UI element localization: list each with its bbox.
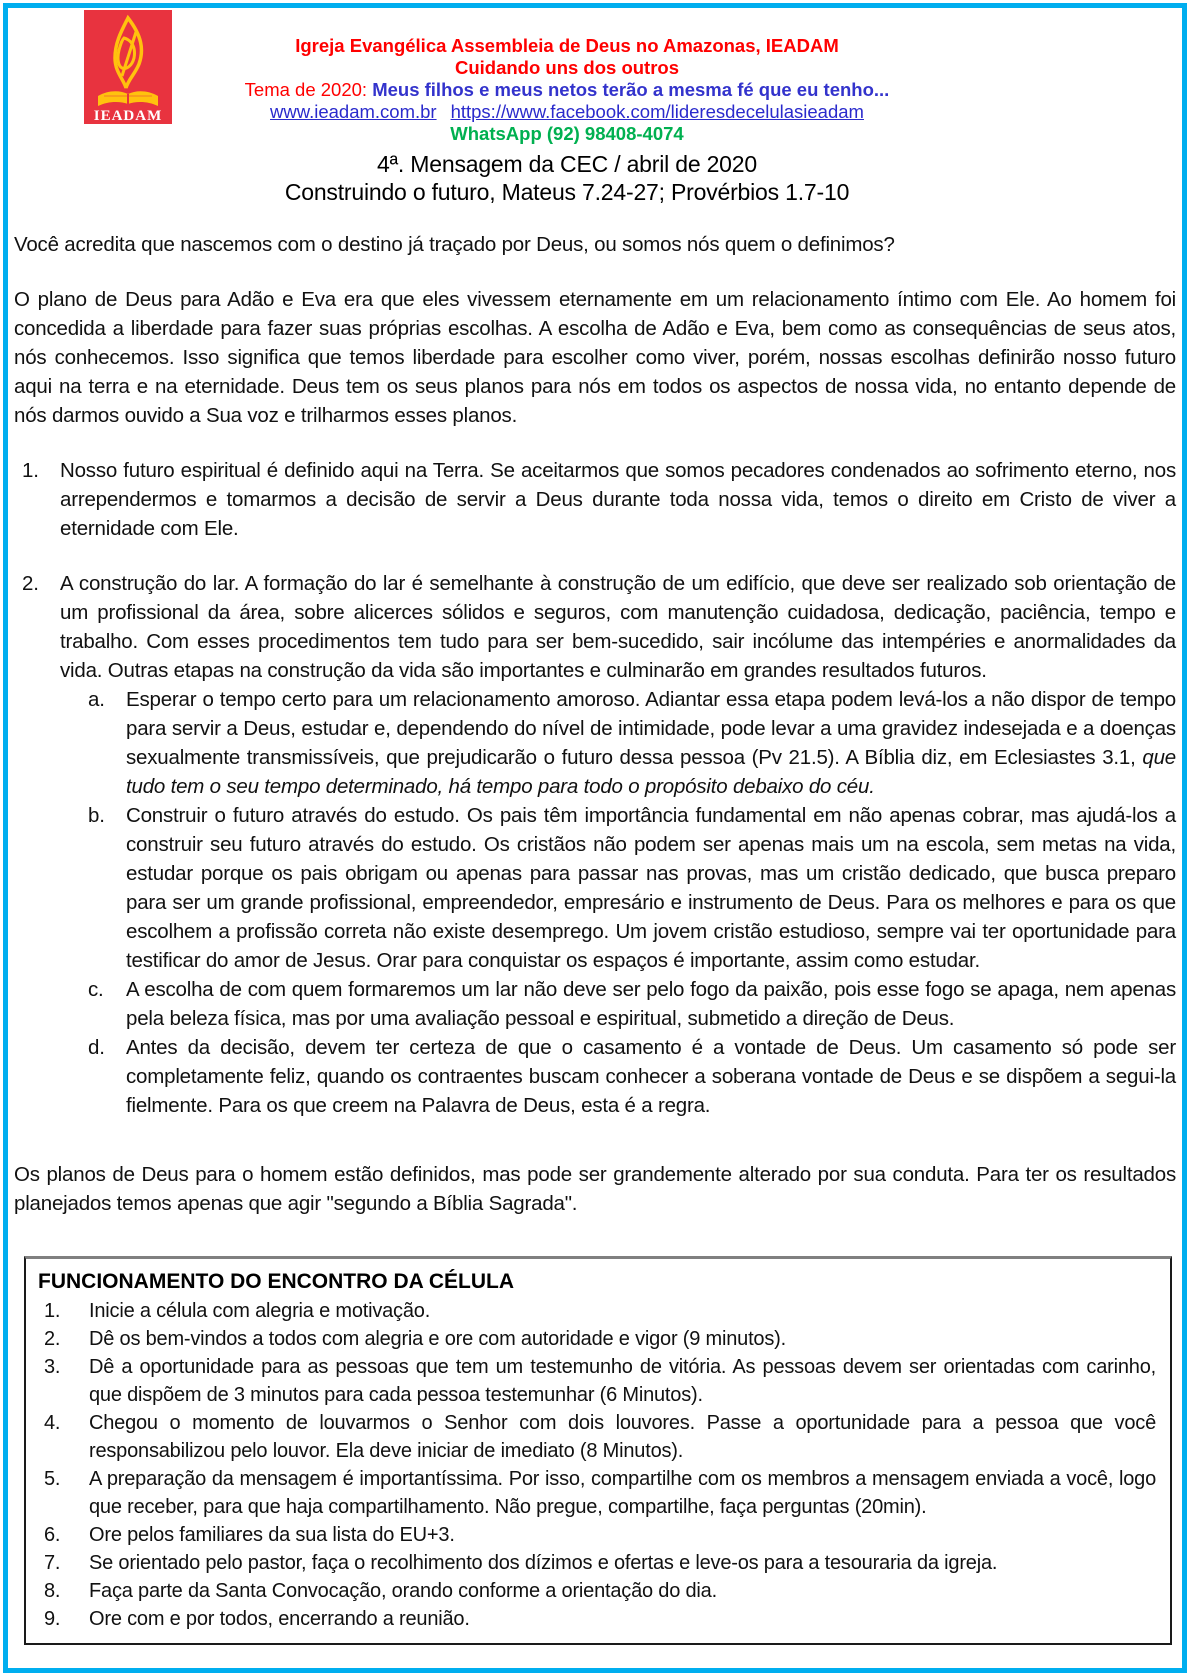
document-body xyxy=(14,230,1176,1645)
item-text: A construção do lar. A formação do lar é semelhante à construção de um edifício, que deve ser realizado sob orientação de um profissional da área, sobre alicerces sólidos e seguros, com manutenção cuidadosa, dedicação, paciência, tempo e trabalho. Com esses procedimentos tem tudo para ser bem-sucedido, sair incólume das intempéries e anormalidades da vida. Outras etapas na construção da vida são importantes e culminarão em grandes resultados futuros. xyxy=(60,572,1176,682)
intro-paragraph: O plano de Deus para Adão e Eva era que eles vivessem eternamente em um relacionamento íntimo com Ele. Ao homem foi concedida a liberdade para fazer suas próprias escolhas. A escolha de Adão e Eva, bem como as consequências de seus atos, nós conhecemos. Isso significa que temos liberdade para escolher como viver, porém, nossas escolhas definirão nosso futuro aqui na terra e na eternidade. Deus tem os seus planos para nós em todos os aspectos de nossa vida, no entanto depende de nós darmos ouvido a Sua voz e trilharmos esses planos. xyxy=(14,288,1176,427)
box-item-number: 8. xyxy=(44,1580,61,1602)
item-number: 2. xyxy=(22,572,39,595)
box-item-9 xyxy=(38,1605,1156,1633)
box-item-8 xyxy=(38,1577,1156,1605)
document-header xyxy=(14,8,1176,206)
message-title: 4ª. Mensagem da CEC / abril de 2020 xyxy=(377,151,757,177)
whatsapp-number: WhatsApp (92) 98408-4074 xyxy=(450,123,684,144)
item-text-normal: Esperar o tempo certo para um relacionamento amoroso. Adiantar essa etapa podem levá-los a não dispor de tempo para servir a Deus, estudar e, dependendo do nível de intimidade, pode levar a uma gravidez indesejada e a doenças sexualmente transmissíveis, que prejudicarão o futuro dessa pessoa (Pv 21.5). A Bíblia diz, em Eclesiastes 3.1, xyxy=(126,688,1176,769)
lettered-item-c xyxy=(82,975,1176,1033)
item-text: Construir o futuro através do estudo. Os pais têm importância fundamental em não apenas cobrar, mas ajudá-los a construir seu futuro através do estudo. Os cristãos não podem ser apenas mais um na escola, sem metas na vida, estudar porque os pais obrigam ou apenas para passar nas provas, mas um cristão dedicado, que busca preparo para ser um grande profissional, empreendedor, empresário e instrumento de Deus. Para os melhores e para os que escolhem a profissão correta não existe desemprego. Um jovem cristão estudioso, sempre vai ter oportunidade para testificar do amor de Jesus. Orar para conquistar os espaços é importante, assim como estudar. xyxy=(126,804,1176,972)
closing-paragraph: Os planos de Deus para o homem estão definidos, mas pode ser grandemente alterado por sua conduta. Para ter os resultados planejados temos apenas que agir "segundo a Bíblia Sagrada". xyxy=(14,1163,1176,1215)
box-item-number: 2. xyxy=(44,1328,61,1350)
box-item-6 xyxy=(38,1521,1156,1549)
box-item-text: A preparação da mensagem é importantíssima. Por isso, compartilhe com os membros a mensagem enviada a você, logo que receber, para que haja compartilhamento. Não pregue, compartilhe, faça perguntas (20min). xyxy=(89,1468,1156,1518)
box-item-text: Ore pelos familiares da sua lista do EU+3. xyxy=(89,1524,455,1546)
org-slogan: Cuidando uns dos outros xyxy=(454,57,680,78)
item-number: 1. xyxy=(22,459,39,482)
message-subtitle: Construindo o futuro, Mateus 7.24-27; Provérbios 1.7-10 xyxy=(284,179,850,205)
numbered-item-2 xyxy=(14,569,1176,685)
box-title: FUNCIONAMENTO DO ENCONTRO DA CÉLULA xyxy=(38,1270,514,1293)
box-item-text: Ore com e por todos, encerrando a reunião. xyxy=(89,1608,470,1630)
box-item-number: 9. xyxy=(44,1608,61,1630)
opening-question: Você acredita que nascemos com o destino já traçado por Deus, ou somos nós quem o definimos? xyxy=(14,233,895,256)
item-letter: c. xyxy=(88,978,104,1001)
flame-book-icon xyxy=(84,10,172,124)
links-line xyxy=(14,101,1120,123)
item-letter: a. xyxy=(88,688,105,711)
box-item-3 xyxy=(38,1353,1156,1409)
box-item-text: Se orientado pelo pastor, faça o recolhimento dos dízimos e ofertas e leve-os para a tesouraria da igreja. xyxy=(89,1552,998,1574)
box-item-4 xyxy=(38,1409,1156,1465)
lettered-item-b xyxy=(82,801,1176,975)
box-item-7 xyxy=(38,1549,1156,1577)
tema-line xyxy=(14,79,1120,101)
box-item-number: 3. xyxy=(44,1356,61,1378)
lettered-item-d xyxy=(82,1033,1176,1120)
cell-meeting-box xyxy=(24,1256,1172,1645)
svg-text:IEADAM: IEADAM xyxy=(93,108,163,124)
numbered-item-1 xyxy=(14,456,1176,543)
item-letter: d. xyxy=(88,1036,105,1059)
org-name: Igreja Evangélica Assembleia de Deus no Amazonas, IEADAM xyxy=(295,35,839,56)
lettered-item-a xyxy=(82,685,1176,801)
header-text-block xyxy=(14,35,1120,206)
box-item-number: 4. xyxy=(44,1412,61,1434)
box-item-5 xyxy=(38,1465,1156,1521)
tema-text: Meus filhos e meus netos terão a mesma fé que eu tenho... xyxy=(372,79,890,100)
item-text-italic: que tudo tem o seu tempo determinado, há tempo para todo o propósito debaixo do céu. xyxy=(126,746,1176,798)
box-item-text: Dê os bem-vindos a todos com alegria e ore com autoridade e vigor (9 minutos). xyxy=(89,1328,786,1350)
facebook-link[interactable]: https://www.facebook.com/lideresdecelulasieadam xyxy=(450,101,864,122)
box-item-text: Inicie a célula com alegria e motivação. xyxy=(89,1300,431,1322)
item-text: Antes da decisão, devem ter certeza de que o casamento é a vontade de Deus. Um casamento só pode ser completamente feliz, quando os contraentes buscam conhecer a soberana vontade de Deus e se dispõem a segui-la fielmente. Para os que creem na Palavra de Deus, esta é a regra. xyxy=(126,1036,1176,1117)
box-item-text: Dê a oportunidade para as pessoas que tem um testemunho de vitória. As pessoas devem ser orientadas com carinho, que dispõem de 3 minutos para cada pessoa testemunhar (6 Minutos). xyxy=(89,1356,1156,1406)
box-item-2 xyxy=(38,1325,1156,1353)
box-item-number: 7. xyxy=(44,1552,61,1574)
website-link[interactable]: www.ieadam.com.br xyxy=(270,101,437,122)
item-letter: b. xyxy=(88,804,105,827)
box-item-1 xyxy=(38,1297,1156,1325)
box-item-text: Faça parte da Santa Convocação, orando conforme a orientação do dia. xyxy=(89,1580,717,1602)
box-item-number: 6. xyxy=(44,1524,61,1546)
item-text: Nosso futuro espiritual é definido aqui na Terra. Se aceitarmos que somos pecadores condenados ao sofrimento eterno, nos arrependermos e tomarmos a decisão de servir a Deus durante toda nossa vida, temos o direito em Cristo de viver a eternidade com Ele. xyxy=(60,459,1176,540)
item-text xyxy=(126,685,1176,801)
tema-label: Tema de 2020: xyxy=(244,79,373,100)
item-text: A escolha de com quem formaremos um lar não deve ser pelo fogo da paixão, pois esse fogo se apaga, nem apenas pela beleza física, mas por uma avaliação pessoal e espiritual, submetido a direção de Deus. xyxy=(126,978,1176,1030)
ieadam-logo xyxy=(84,10,172,124)
box-item-number: 1. xyxy=(44,1300,61,1322)
box-item-text: Chegou o momento de louvarmos o Senhor com dois louvores. Passe a oportunidade para a pessoa que você responsabilizou pelo louvor. Ela deve iniciar de imediato (8 Minutos). xyxy=(89,1412,1156,1462)
box-item-number: 5. xyxy=(44,1468,61,1490)
page-border-frame xyxy=(3,3,1187,1673)
